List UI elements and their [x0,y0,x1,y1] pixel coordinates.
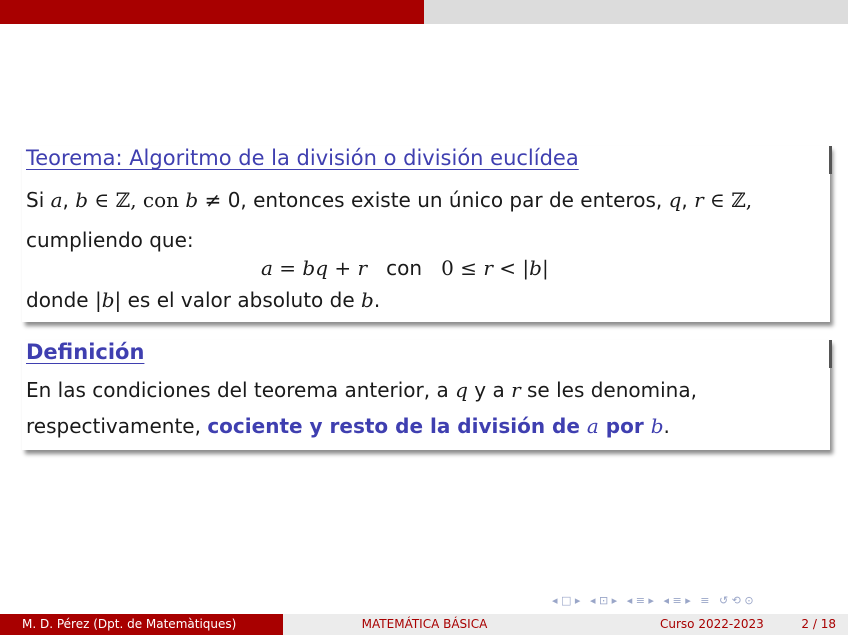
definition-title: Definición [26,340,145,364]
theorem-line-3: donde |b| es el valor absoluto de b. [26,288,381,312]
nav-subsection-icon[interactable]: ◂ ⊡ ▸ [589,594,618,607]
footer-course-title: MATEMÁTICA BÁSICA [283,614,566,635]
nav-section-icon[interactable]: ◂ ≡ ▸ [626,594,654,607]
footer-author: M. D. Pérez (Dpt. de Matemàtiques) [0,614,283,635]
progress-bar [0,0,848,24]
navigation-symbols [552,594,760,608]
block-edge [829,340,832,368]
block-edge [829,146,832,174]
theorem-title: Teorema: Algoritmo de la división o división euclídea [26,146,579,170]
page-number: 2 / 18 [801,617,836,631]
nav-document-icon[interactable]: ◂ ≡ ▸ [663,594,691,607]
theorem-line-1: Si a, b ∈ ℤ, con b ≠ 0, entonces existe un único par de enteros, q, r ∈ ℤ, [26,188,753,212]
progress-bar-fill [0,0,424,24]
theorem-block [22,146,830,322]
nav-frame-icon[interactable]: ◂ □ ▸ [552,594,581,607]
definition-block [22,340,830,450]
definition-line-1: En las condiciones del teorema anterior, a q y a r se les denomina, [26,378,697,402]
definition-line-2: respectivamente, cociente y resto de la división de a por b. [26,414,670,438]
footer-right [566,614,848,635]
theorem-formula: a = bq + r con 0 ≤ r < |b| [261,256,549,280]
footer-course-year: Curso 2022-2023 [660,617,764,631]
nav-search-icon[interactable]: ↺ ⟲ ⊙ [718,594,754,607]
theorem-line-2: cumpliendo que: [26,228,194,252]
nav-outline-icon[interactable]: ≡ [700,594,710,607]
footer [0,614,848,635]
